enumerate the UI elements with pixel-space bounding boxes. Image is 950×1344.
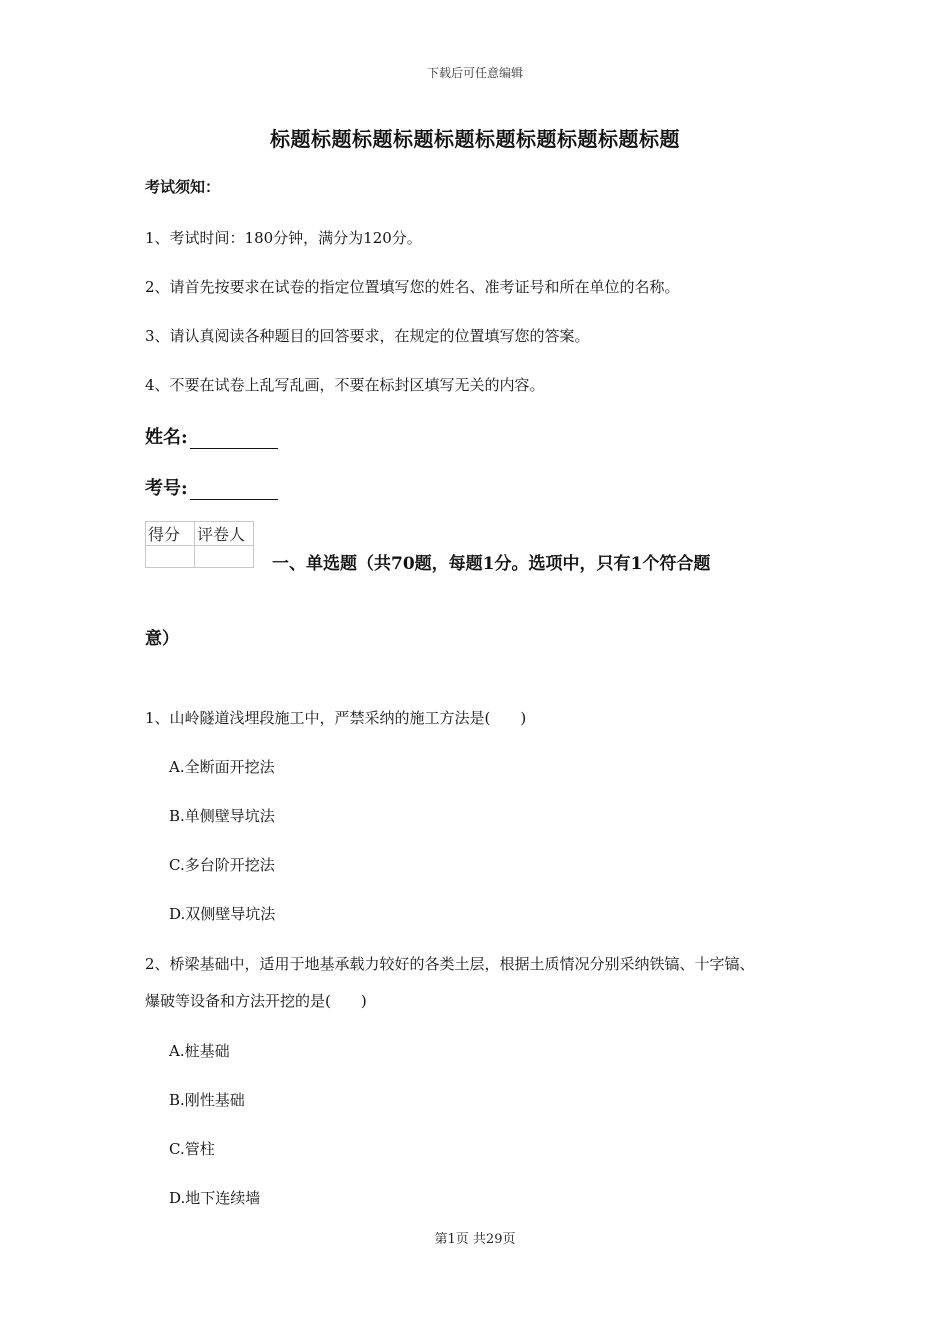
- section-title-continuation: 意）: [145, 629, 179, 649]
- grader-cell: [195, 546, 254, 568]
- exam-number-label: 考号:: [145, 478, 188, 499]
- document-title: 标题标题标题标题标题标题标题标题标题标题: [270, 127, 680, 151]
- exam-number-field: [145, 474, 278, 500]
- question-1-option-c: C.多台阶开挖法: [169, 856, 275, 874]
- score-table: [145, 521, 254, 568]
- question-1-option-a: A.全断面开挖法: [169, 758, 275, 776]
- rule-2: 2、请首先按要求在试卷的指定位置填写您的姓名、准考证号和所在单位的名称。: [145, 278, 680, 296]
- header-note: 下载后可任意编辑: [426, 66, 523, 80]
- rule-1: 1、考试时间：180分钟，满分为120分。: [145, 229, 422, 247]
- name-label: 姓名:: [145, 427, 188, 448]
- question-2-option-d: D.地下连续墙: [169, 1189, 261, 1207]
- name-blank[interactable]: [190, 428, 278, 449]
- section-title: 一、单选题（共70题，每题1分。选项中，只有1个符合题: [272, 554, 711, 574]
- question-2-option-b: B.刚性基础: [169, 1091, 245, 1109]
- exam-number-blank[interactable]: [190, 479, 278, 500]
- question-1-option-b: B.单侧壁导坑法: [169, 807, 275, 825]
- notice-heading: 考试须知：: [145, 178, 221, 196]
- question-1-option-d: D.双侧壁导坑法: [169, 905, 276, 923]
- question-2-stem-line-1: 2、桥梁基础中，适用于地基承载力较好的各类土层，根据土质情况分别采纳铁镐、十字镐、: [145, 955, 755, 973]
- score-header: 得分: [146, 522, 195, 546]
- rule-4: 4、不要在试卷上乱写乱画，不要在标封区填写无关的内容。: [145, 376, 545, 394]
- question-2-option-a: A.桩基础: [169, 1042, 230, 1060]
- question-2-stem-line-2: 爆破等设备和方法开挖的是( ): [145, 992, 367, 1010]
- grader-header: 评卷人: [195, 522, 254, 546]
- question-1-stem: 1、山岭隧道浅埋段施工中，严禁采纳的施工方法是( ): [145, 709, 527, 727]
- rule-3: 3、请认真阅读各种题目的回答要求，在规定的位置填写您的答案。: [145, 327, 590, 345]
- question-2-option-c: C.管柱: [169, 1140, 215, 1158]
- score-cell: [146, 546, 195, 568]
- name-field: [145, 423, 278, 449]
- page-footer: 第1页 共29页: [434, 1232, 516, 1247]
